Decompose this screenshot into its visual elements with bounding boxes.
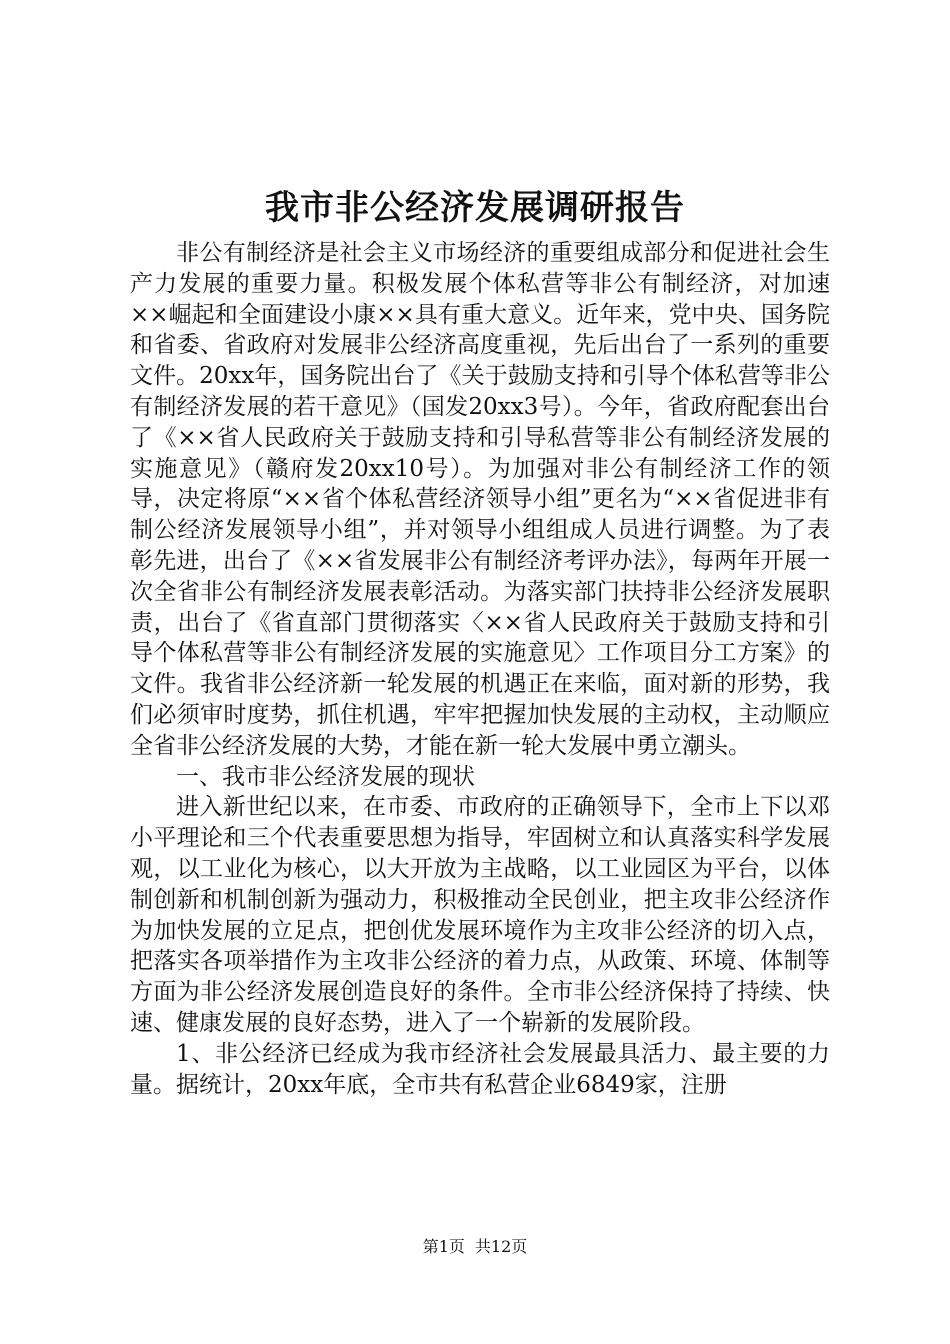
status-paragraph: 进入新世纪以来，在市委、市政府的正确领导下，全市上下以邓小平理论和三个代表重要思想为指导，牢固树立和认真落实科学发展观，以工业化为核心，以大开放为主战略，以工业园区为平台，以体制创新和机制创新为强动力，积极推动全民创业，把主攻非公经济作为加快发展的立足点，把创优发展环境作为主攻非公经济的切入点，把落实各项举措作为主攻非公经济的着力点，从政策、环境、体制等方面为非公经济发展创造良好的条件。全市非公经济保持了持续、快速、健康发展的良好态势，进入了一个崭新的发展阶段。: [130, 794, 830, 1036]
section-heading: 一、我市非公经济发展的现状: [176, 763, 475, 790]
intro-paragraph: 非公有制经济是社会主义市场经济的重要组成部分和促进社会生产力发展的重要力量。积极发展个体私营等非公有制经济，对加速××崛起和全面建设小康××具有重大意义。近年来，党中央、国务院和省委、省政府对发展非公经济高度重视，先后出台了一系列的重要文件。20xx年，国务院出台了《关于鼓励支持和引导个体私营等非公有制经济发展的若干意见》（国发20xx3号）。今年，省政府配套出台了《××省人民政府关于鼓励支持和引导私营等非公有制经济发展的实施意见》（赣府发20xx10号）。为加强对非公有制经济工作的领导，决定将原“××省个体私营经济领导小组”更名为“××省促进非有制公经济发展领导小组”，并对领导小组组成人员进行调整。为了表彰先进，出台了《××省发展非公有制经济考评办法》，每两年开展一次全省非公有制经济发展表彰活动。为落实部门扶持非公经济发展职责，出台了《省直部门贯彻落实〈××省人民政府关于鼓励支持和引导个体私营等非公有制经济发展的实施意见〉工作项目分工方案》的文件。我省非公经济新一轮发展的机遇正在来临，面对新的形势，我们必须审时度势，抓住机遇，牢牢把握加快发展的主动权，主动顺应全省非公经济发展的大势，才能在新一轮大发展中勇立潮头。: [130, 240, 830, 759]
document-title: 我市非公经济发展调研报告: [265, 188, 685, 228]
document-body: [130, 238, 830, 1100]
page-number: 第1页: [422, 1237, 465, 1256]
point-one-paragraph: 1、非公经济已经成为我市经济社会发展最具活力、最主要的力量。据统计，20xx年底，全市共有私营企业6849家，注册: [130, 1040, 830, 1098]
total-pages: 共12页: [474, 1237, 528, 1256]
page-footer: [0, 1236, 950, 1258]
